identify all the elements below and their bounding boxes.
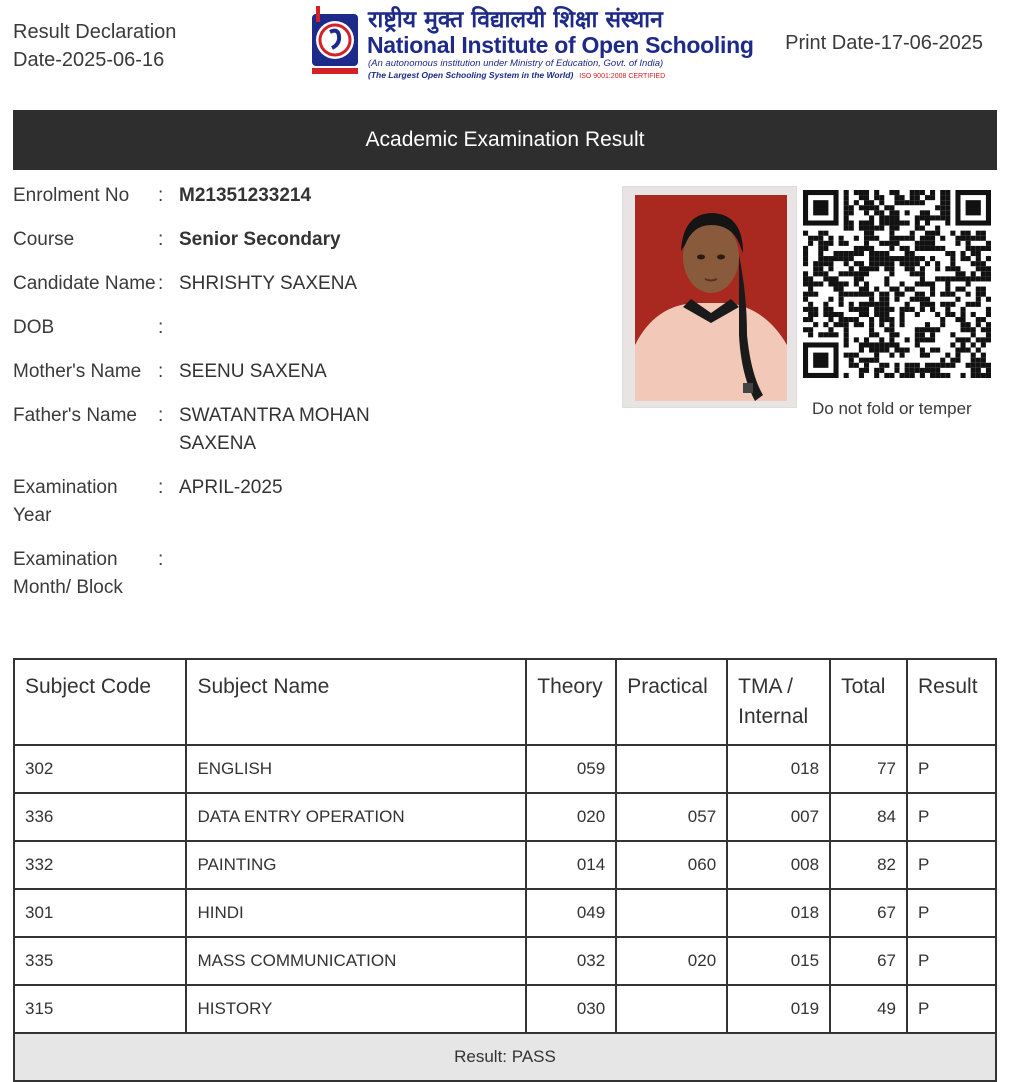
field-father-name: Father's Name : SWATANTRA MOHAN SAXENA (13, 402, 613, 458)
practical-marks: 057 (616, 793, 727, 841)
field-value (179, 546, 409, 602)
practical-marks (616, 745, 727, 793)
tma-marks: 018 (727, 745, 830, 793)
nios-logo (306, 2, 756, 84)
table-row (14, 889, 996, 937)
total-marks: 67 (830, 889, 907, 937)
table-row (14, 793, 996, 841)
page-title: Academic Examination Result (13, 110, 997, 170)
field-label: Course (13, 229, 75, 250)
col-total: Total (830, 659, 907, 745)
field-value: SWATANTRA MOHAN SAXENA (179, 405, 370, 454)
logo-hindi-name: राष्ट्रीय मुक्त विद्यालयी शिक्षा संस्थान (368, 7, 663, 33)
practical-marks: 060 (616, 841, 727, 889)
candidate-photo (622, 186, 797, 408)
subject-name: HINDI (186, 889, 526, 937)
col-theory: Theory (526, 659, 616, 745)
subject-code: 302 (14, 745, 186, 793)
theory-marks: 030 (526, 985, 616, 1033)
subject-code: 332 (14, 841, 186, 889)
field-value: Senior Secondary (179, 229, 341, 250)
table-row (14, 937, 996, 985)
field-value: M21351233214 (179, 185, 312, 206)
declaration-date: Date-2025-06-16 (13, 49, 165, 71)
table-row (14, 841, 996, 889)
candidate-info (13, 182, 613, 618)
field-label: Candidate Name (13, 273, 156, 294)
subject-result: P (907, 745, 996, 793)
logo-english-name: National Institute of Open Schooling (367, 32, 754, 58)
theory-marks: 014 (526, 841, 616, 889)
theory-marks: 059 (526, 745, 616, 793)
col-practical: Practical (616, 659, 727, 745)
field-dob: DOB : (13, 314, 613, 342)
subject-code: 335 (14, 937, 186, 985)
logo-tagline-text: (The Largest Open Schooling System in the World) (368, 70, 574, 80)
field-label: Examination Month/ Block (13, 549, 123, 598)
print-date: Print Date-17-06-2025 (785, 32, 983, 54)
field-label: Father's Name (13, 405, 138, 426)
field-value (179, 314, 409, 342)
overall-result: Result: PASS (14, 1033, 996, 1081)
field-exam-year: Examination Year : APRIL-2025 (13, 474, 613, 530)
practical-marks (616, 889, 727, 937)
subject-name: PAINTING (186, 841, 526, 889)
tma-marks: 015 (727, 937, 830, 985)
marks-table (13, 658, 997, 1082)
field-label: Enrolment No (13, 185, 130, 206)
tma-marks: 007 (727, 793, 830, 841)
iso-badge: ISO 9001:2008 CERTIFIED (579, 73, 666, 80)
col-subject-name: Subject Name (186, 659, 526, 745)
table-row (14, 985, 996, 1033)
logo-tagline (368, 70, 665, 80)
subject-result: P (907, 985, 996, 1033)
theory-marks: 020 (526, 793, 616, 841)
subject-result: P (907, 889, 996, 937)
subject-result: P (907, 841, 996, 889)
table-header-row (14, 659, 996, 745)
result-declaration (13, 18, 176, 74)
theory-marks: 032 (526, 937, 616, 985)
tma-marks: 019 (727, 985, 830, 1033)
subject-result: P (907, 793, 996, 841)
field-label: DOB (13, 317, 55, 338)
subject-name: DATA ENTRY OPERATION (186, 793, 526, 841)
subject-result: P (907, 937, 996, 985)
total-marks: 82 (830, 841, 907, 889)
field-candidate-name: Candidate Name : SHRISHTY SAXENA (13, 270, 613, 298)
tma-marks: 008 (727, 841, 830, 889)
field-value: APRIL-2025 (179, 477, 283, 498)
subject-name: HISTORY (186, 985, 526, 1033)
col-result: Result (907, 659, 996, 745)
field-exam-block: Examination Month/ Block : (13, 546, 613, 602)
total-marks: 84 (830, 793, 907, 841)
logo-subtitle: (An autonomous institution under Ministry of Education, Govt. of India) (368, 58, 664, 69)
total-marks: 49 (830, 985, 907, 1033)
subject-code: 315 (14, 985, 186, 1033)
declaration-label: Result Declaration (13, 21, 177, 43)
nios-emblem-icon (308, 6, 362, 80)
field-mother-name: Mother's Name : SEENU SAXENA (13, 358, 613, 386)
tma-marks: 018 (727, 889, 830, 937)
field-course: Course : Senior Secondary (13, 226, 613, 254)
subject-code: 336 (14, 793, 186, 841)
overall-result-row (14, 1033, 996, 1081)
qr-note: Do not fold or temper (812, 399, 972, 418)
field-label: Mother's Name (13, 361, 142, 382)
field-label: Examination Year (13, 477, 118, 526)
table-row (14, 745, 996, 793)
total-marks: 77 (830, 745, 907, 793)
col-subject-code: Subject Code (14, 659, 186, 745)
portrait-image (635, 195, 787, 401)
practical-marks (616, 985, 727, 1033)
col-tma-internal: TMA / Internal (727, 659, 830, 745)
subject-name: MASS COMMUNICATION (186, 937, 526, 985)
practical-marks: 020 (616, 937, 727, 985)
qr-code (803, 190, 991, 378)
theory-marks: 049 (526, 889, 616, 937)
subject-name: ENGLISH (186, 745, 526, 793)
field-value: SEENU SAXENA (179, 361, 327, 382)
subject-code: 301 (14, 889, 186, 937)
field-enrolment: Enrolment No : M21351233214 (13, 182, 613, 210)
field-value: SHRISHTY SAXENA (179, 273, 358, 294)
total-marks: 67 (830, 937, 907, 985)
